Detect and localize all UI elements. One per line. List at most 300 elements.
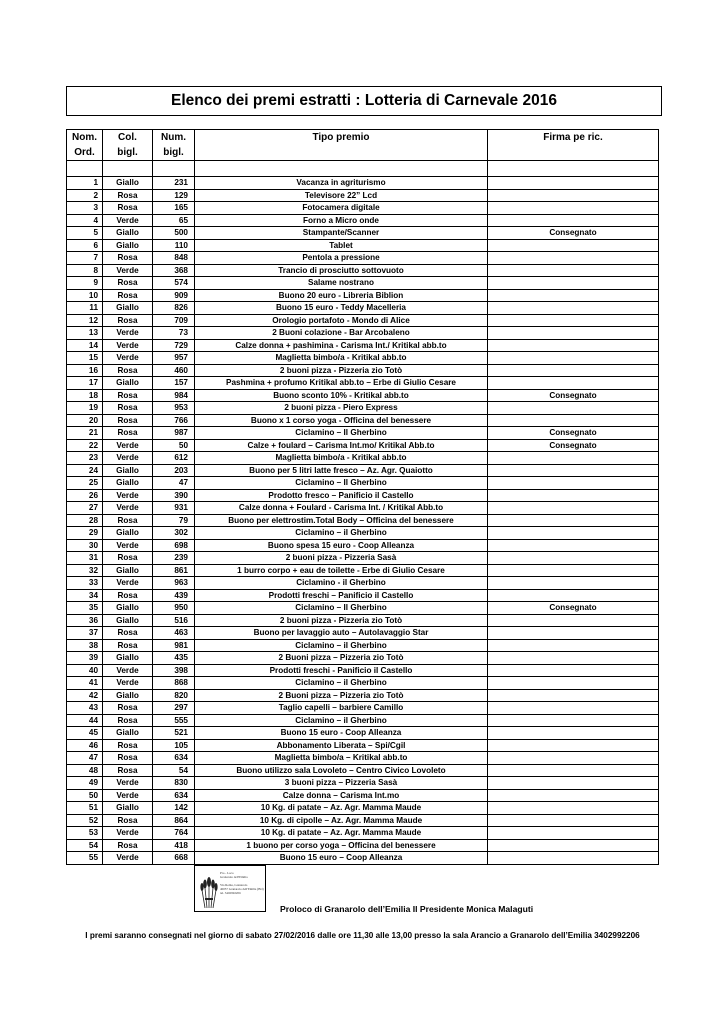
cell-num-bigl: 766	[153, 414, 195, 427]
cell-num-ord: 6	[67, 239, 103, 252]
cell-firma	[488, 252, 659, 265]
header-col-bigl-2: bigl.	[103, 145, 153, 161]
cell-tipo-premio: Salame nostrano	[195, 277, 488, 290]
stamp-line: Granarolo dell'Emilia	[220, 875, 248, 879]
cell-col-bigl: Rosa	[103, 839, 153, 852]
stamp-line: tel. 3402992206	[220, 891, 241, 895]
cell-firma	[488, 177, 659, 190]
cell-tipo-premio: Ciclamino – il Gherbino	[195, 677, 488, 690]
cell-col-bigl: Rosa	[103, 752, 153, 765]
cell-firma	[488, 377, 659, 390]
cell-firma	[488, 764, 659, 777]
cell-tipo-premio: Vacanza in agriturismo	[195, 177, 488, 190]
cell-num-ord: 47	[67, 752, 103, 765]
cell-firma	[488, 502, 659, 515]
cell-firma	[488, 189, 659, 202]
cell-num-ord: 8	[67, 264, 103, 277]
table-row	[67, 239, 659, 252]
table-row	[67, 777, 659, 790]
cell-num-bigl: 516	[153, 614, 195, 627]
cell-col-bigl: Rosa	[103, 277, 153, 290]
table-row	[67, 789, 659, 802]
cell-num-ord: 12	[67, 314, 103, 327]
header-tipo-premio: Tipo premio	[195, 130, 488, 146]
table-row	[67, 477, 659, 490]
cell-col-bigl: Verde	[103, 789, 153, 802]
table-row	[67, 177, 659, 190]
cell-tipo-premio: 2 Buoni pizza – Pizzeria zio Totò	[195, 652, 488, 665]
table-row	[67, 852, 659, 865]
cell-num-bigl: 984	[153, 389, 195, 402]
table-row	[67, 277, 659, 290]
cell-num-bigl: 368	[153, 264, 195, 277]
table-row	[67, 739, 659, 752]
table-row	[67, 489, 659, 502]
cell-num-bigl: 830	[153, 777, 195, 790]
stamp-line: Pro - Loco	[220, 871, 234, 875]
cell-firma	[488, 527, 659, 540]
cell-firma	[488, 664, 659, 677]
table-row	[67, 627, 659, 640]
cell-col-bigl: Rosa	[103, 402, 153, 415]
cell-num-bigl: 634	[153, 789, 195, 802]
table-row	[67, 252, 659, 265]
table-row	[67, 614, 659, 627]
cell-firma	[488, 402, 659, 415]
cell-num-ord: 41	[67, 677, 103, 690]
cell-num-ord: 22	[67, 439, 103, 452]
header-num-ord: Nom.	[67, 130, 103, 146]
cell-firma	[488, 327, 659, 340]
cell-col-bigl: Verde	[103, 677, 153, 690]
cell-num-bigl: 709	[153, 314, 195, 327]
cell-num-bigl: 963	[153, 577, 195, 590]
cell-col-bigl: Rosa	[103, 702, 153, 715]
title-box	[66, 86, 662, 116]
cell-tipo-premio: Ciclamino – il Gherbino	[195, 527, 488, 540]
cell-num-bigl: 500	[153, 227, 195, 240]
cell-num-bigl: 54	[153, 764, 195, 777]
cell-num-bigl: 65	[153, 214, 195, 227]
cell-firma: Consegnato	[488, 439, 659, 452]
cell-num-ord: 38	[67, 639, 103, 652]
stamp-line: Via Roma, Granarolo	[220, 883, 248, 887]
cell-col-bigl: Giallo	[103, 802, 153, 815]
cell-num-bigl: 157	[153, 377, 195, 390]
cell-num-bigl: 105	[153, 739, 195, 752]
cell-col-bigl: Giallo	[103, 727, 153, 740]
cell-num-bigl: 129	[153, 189, 195, 202]
cell-num-ord: 17	[67, 377, 103, 390]
cell-num-bigl: 950	[153, 602, 195, 615]
cell-tipo-premio: Fotocamera digitale	[195, 202, 488, 215]
header-blank	[488, 145, 659, 161]
cell-firma: Consegnato	[488, 227, 659, 240]
cell-firma	[488, 727, 659, 740]
cell-num-bigl: 231	[153, 177, 195, 190]
cell-firma	[488, 239, 659, 252]
cell-num-bigl: 110	[153, 239, 195, 252]
cell-col-bigl: Verde	[103, 452, 153, 465]
cell-col-bigl: Giallo	[103, 239, 153, 252]
cell-num-ord: 3	[67, 202, 103, 215]
cell-tipo-premio: 2 buoni pizza - Piero Express	[195, 402, 488, 415]
cell-col-bigl: Verde	[103, 827, 153, 840]
wheat-logo-icon	[199, 874, 219, 908]
cell-col-bigl: Rosa	[103, 814, 153, 827]
cell-firma	[488, 539, 659, 552]
table-row	[67, 327, 659, 340]
cell-num-bigl: 50	[153, 439, 195, 452]
table-row	[67, 552, 659, 565]
cell-num-bigl: 953	[153, 402, 195, 415]
table-row	[67, 339, 659, 352]
cell-num-ord: 33	[67, 577, 103, 590]
cell-col-bigl: Rosa	[103, 314, 153, 327]
cell-firma	[488, 339, 659, 352]
cell-tipo-premio: Buono 20 euro - Libreria Biblion	[195, 289, 488, 302]
cell-col-bigl: Verde	[103, 214, 153, 227]
cell-tipo-premio: 10 Kg. di patate – Az. Agr. Mamma Maude	[195, 827, 488, 840]
cell-tipo-premio: Buono per lavaggio auto – Autolavaggio Star	[195, 627, 488, 640]
cell-num-bigl: 521	[153, 727, 195, 740]
cell-num-bigl: 297	[153, 702, 195, 715]
table-row	[67, 452, 659, 465]
cell-col-bigl: Giallo	[103, 177, 153, 190]
cell-tipo-premio: Buono 15 euro - Coop Alleanza	[195, 727, 488, 740]
cell-num-ord: 28	[67, 514, 103, 527]
cell-num-bigl: 864	[153, 814, 195, 827]
table-row	[67, 814, 659, 827]
cell-num-bigl: 698	[153, 539, 195, 552]
cell-firma	[488, 789, 659, 802]
cell-tipo-premio: Prodotti freschi – Panificio il Castello	[195, 589, 488, 602]
table-row	[67, 802, 659, 815]
cell-num-ord: 11	[67, 302, 103, 315]
cell-col-bigl: Rosa	[103, 289, 153, 302]
table-row	[67, 527, 659, 540]
cell-firma	[488, 352, 659, 365]
cell-num-bigl: 729	[153, 339, 195, 352]
table-row	[67, 539, 659, 552]
cell-col-bigl: Giallo	[103, 477, 153, 490]
cell-tipo-premio: Ciclamino – Il Gherbino	[195, 427, 488, 440]
cell-tipo-premio: 10 Kg. di patate – Az. Agr. Mamma Maude	[195, 802, 488, 815]
stamp-text	[220, 871, 264, 895]
table-row	[67, 202, 659, 215]
cell-num-bigl: 861	[153, 564, 195, 577]
cell-tipo-premio: 10 Kg. di cipolle – Az. Agr. Mamma Maude	[195, 814, 488, 827]
cell-num-bigl: 987	[153, 427, 195, 440]
cell-tipo-premio: Calze donna – Carisma Int.mo	[195, 789, 488, 802]
cell-num-bigl: 203	[153, 464, 195, 477]
header-num-ord-2: Ord.	[67, 145, 103, 161]
cell-num-bigl: 826	[153, 302, 195, 315]
cell-firma	[488, 464, 659, 477]
cell-firma	[488, 752, 659, 765]
cell-tipo-premio: 2 buoni pizza - Pizzeria zio Totò	[195, 364, 488, 377]
cell-col-bigl: Giallo	[103, 689, 153, 702]
cell-firma	[488, 627, 659, 640]
table-row	[67, 714, 659, 727]
cell-firma: Consegnato	[488, 602, 659, 615]
cell-num-bigl: 555	[153, 714, 195, 727]
table-row	[67, 677, 659, 690]
table-row	[67, 639, 659, 652]
table-row	[67, 314, 659, 327]
cell-num-bigl: 79	[153, 514, 195, 527]
cell-firma	[488, 489, 659, 502]
table-row	[67, 602, 659, 615]
table-row	[67, 727, 659, 740]
cell-num-ord: 49	[67, 777, 103, 790]
cell-num-ord: 36	[67, 614, 103, 627]
prizes-table	[66, 129, 659, 865]
cell-firma	[488, 577, 659, 590]
table-row	[67, 752, 659, 765]
cell-num-ord: 9	[67, 277, 103, 290]
header-num-bigl: Num.	[153, 130, 195, 146]
cell-tipo-premio: Orologio portafoto - Mondo di Alice	[195, 314, 488, 327]
cell-col-bigl: Verde	[103, 327, 153, 340]
cell-firma	[488, 364, 659, 377]
spacer-row	[67, 161, 659, 177]
cell-num-bigl: 957	[153, 352, 195, 365]
cell-firma	[488, 852, 659, 865]
cell-num-ord: 16	[67, 364, 103, 377]
table-row	[67, 427, 659, 440]
table-row	[67, 289, 659, 302]
cell-num-bigl: 981	[153, 639, 195, 652]
cell-num-bigl: 764	[153, 827, 195, 840]
cell-tipo-premio: Buono 15 euro - Teddy Macelleria	[195, 302, 488, 315]
cell-col-bigl: Verde	[103, 439, 153, 452]
cell-col-bigl: Rosa	[103, 364, 153, 377]
cell-firma: Consegnato	[488, 389, 659, 402]
table-row	[67, 689, 659, 702]
cell-tipo-premio: Buono sconto 10% - Kritikal abb.to	[195, 389, 488, 402]
proloco-stamp	[194, 865, 266, 912]
cell-num-ord: 4	[67, 214, 103, 227]
cell-firma	[488, 777, 659, 790]
cell-col-bigl: Verde	[103, 502, 153, 515]
cell-firma	[488, 277, 659, 290]
cell-col-bigl: Rosa	[103, 739, 153, 752]
table-row	[67, 589, 659, 602]
cell-tipo-premio: Calze donna + pashimina - Carisma Int./ Kritikal abb.to	[195, 339, 488, 352]
cell-tipo-premio: Televisore 22” Lcd	[195, 189, 488, 202]
table-row	[67, 189, 659, 202]
cell-tipo-premio: Stampante/Scanner	[195, 227, 488, 240]
table-row	[67, 514, 659, 527]
cell-firma: Consegnato	[488, 427, 659, 440]
cell-tipo-premio: Buono utilizzo sala Lovoleto – Centro Civico Lovoleto	[195, 764, 488, 777]
table-row	[67, 414, 659, 427]
table-row	[67, 502, 659, 515]
cell-tipo-premio: Trancio di prosciutto sottovuoto	[195, 264, 488, 277]
cell-num-ord: 34	[67, 589, 103, 602]
cell-num-ord: 53	[67, 827, 103, 840]
cell-num-ord: 24	[67, 464, 103, 477]
cell-num-bigl: 390	[153, 489, 195, 502]
cell-num-ord: 27	[67, 502, 103, 515]
cell-tipo-premio: Prodotti freschi - Panificio il Castello	[195, 664, 488, 677]
cell-num-bigl: 668	[153, 852, 195, 865]
cell-col-bigl: Rosa	[103, 552, 153, 565]
cell-tipo-premio: Ciclamino – Il Gherbino	[195, 477, 488, 490]
cell-tipo-premio: 1 buono per corso yoga – Officina del benessere	[195, 839, 488, 852]
cell-num-bigl: 931	[153, 502, 195, 515]
cell-num-ord: 32	[67, 564, 103, 577]
cell-tipo-premio: Maglietta bimbo/a – Kritikal abb.to	[195, 752, 488, 765]
cell-col-bigl: Giallo	[103, 614, 153, 627]
table-row	[67, 402, 659, 415]
cell-tipo-premio: Calze + foulard – Carisma Int.mo/ Kritikal Abb.to	[195, 439, 488, 452]
cell-firma	[488, 739, 659, 752]
cell-firma	[488, 514, 659, 527]
cell-firma	[488, 714, 659, 727]
cell-num-bigl: 302	[153, 527, 195, 540]
cell-col-bigl: Rosa	[103, 189, 153, 202]
cell-col-bigl: Giallo	[103, 377, 153, 390]
cell-num-ord: 18	[67, 389, 103, 402]
cell-num-bigl: 239	[153, 552, 195, 565]
cell-firma	[488, 264, 659, 277]
cell-tipo-premio: Ciclamino – il Gherbino	[195, 639, 488, 652]
cell-col-bigl: Giallo	[103, 464, 153, 477]
cell-firma	[488, 827, 659, 840]
cell-tipo-premio: Forno a Micro onde	[195, 214, 488, 227]
cell-num-ord: 7	[67, 252, 103, 265]
table-row	[67, 302, 659, 315]
cell-tipo-premio: Ciclamino – Il Gherbino	[195, 602, 488, 615]
cell-num-bigl: 612	[153, 452, 195, 465]
cell-tipo-premio: 3 buoni pizza – Pizzeria Sasà	[195, 777, 488, 790]
cell-tipo-premio: Taglio capelli – barbiere Camillo	[195, 702, 488, 715]
cell-col-bigl: Giallo	[103, 564, 153, 577]
cell-col-bigl: Rosa	[103, 427, 153, 440]
cell-num-bigl: 73	[153, 327, 195, 340]
cell-firma	[488, 452, 659, 465]
cell-num-ord: 5	[67, 227, 103, 240]
table-row	[67, 364, 659, 377]
cell-tipo-premio: Maglietta bimbo/a - Kritikal abb.to	[195, 352, 488, 365]
table-row	[67, 439, 659, 452]
cell-col-bigl: Rosa	[103, 252, 153, 265]
cell-num-bigl: 634	[153, 752, 195, 765]
cell-num-ord: 50	[67, 789, 103, 802]
cell-num-bigl: 463	[153, 627, 195, 640]
cell-col-bigl: Rosa	[103, 627, 153, 640]
cell-col-bigl: Verde	[103, 539, 153, 552]
cell-tipo-premio: Buono x 1 corso yoga - Officina del benessere	[195, 414, 488, 427]
cell-tipo-premio: Buono 15 euro – Coop Alleanza	[195, 852, 488, 865]
cell-tipo-premio: Prodotto fresco – Panificio il Castello	[195, 489, 488, 502]
cell-col-bigl: Rosa	[103, 514, 153, 527]
cell-num-bigl: 820	[153, 689, 195, 702]
cell-firma	[488, 477, 659, 490]
cell-tipo-premio: Maglietta bimbo/a - Kritikal abb.to	[195, 452, 488, 465]
cell-col-bigl: Rosa	[103, 764, 153, 777]
cell-col-bigl: Giallo	[103, 602, 153, 615]
table-row	[67, 577, 659, 590]
cell-col-bigl: Rosa	[103, 639, 153, 652]
cell-firma	[488, 677, 659, 690]
cell-firma	[488, 302, 659, 315]
stamp-line: 40057 Granarolo dell'Emilia (BO)	[220, 887, 264, 891]
header-firma: Firma pe ric.	[488, 130, 659, 146]
cell-firma	[488, 314, 659, 327]
cell-tipo-premio: 2 Buoni colazione - Bar Arcobaleno	[195, 327, 488, 340]
cell-num-bigl: 909	[153, 289, 195, 302]
header-num-bigl-2: bigl.	[153, 145, 195, 161]
cell-firma	[488, 814, 659, 827]
table-row	[67, 389, 659, 402]
cell-num-ord: 45	[67, 727, 103, 740]
cell-col-bigl: Verde	[103, 777, 153, 790]
cell-col-bigl: Verde	[103, 264, 153, 277]
cell-firma	[488, 414, 659, 427]
cell-firma	[488, 214, 659, 227]
cell-col-bigl: Verde	[103, 352, 153, 365]
cell-firma	[488, 289, 659, 302]
page-title: Elenco dei premi estratti : Lotteria di Carnevale 2016	[171, 92, 557, 109]
cell-firma	[488, 802, 659, 815]
cell-num-ord: 25	[67, 477, 103, 490]
cell-tipo-premio: 1 burro corpo + eau de toilette - Erbe di Giulio Cesare	[195, 564, 488, 577]
cell-tipo-premio: Abbonamento Liberata – Spi/Cgil	[195, 739, 488, 752]
cell-tipo-premio: Ciclamino – il Gherbino	[195, 714, 488, 727]
cell-col-bigl: Verde	[103, 339, 153, 352]
cell-num-ord: 20	[67, 414, 103, 427]
table-row	[67, 352, 659, 365]
cell-num-ord: 54	[67, 839, 103, 852]
cell-num-ord: 39	[67, 652, 103, 665]
cell-col-bigl: Verde	[103, 852, 153, 865]
cell-num-ord: 21	[67, 427, 103, 440]
cell-tipo-premio: Buono spesa 15 euro - Coop Alleanza	[195, 539, 488, 552]
table-row	[67, 764, 659, 777]
cell-num-bigl: 460	[153, 364, 195, 377]
cell-num-ord: 51	[67, 802, 103, 815]
table-row	[67, 652, 659, 665]
cell-num-bigl: 868	[153, 677, 195, 690]
cell-tipo-premio: 2 buoni pizza - Pizzeria Sasà	[195, 552, 488, 565]
table-row	[67, 214, 659, 227]
cell-firma	[488, 202, 659, 215]
cell-num-ord: 13	[67, 327, 103, 340]
cell-num-bigl: 435	[153, 652, 195, 665]
cell-col-bigl: Giallo	[103, 652, 153, 665]
cell-tipo-premio: Buono per 5 litri latte fresco – Az. Agr. Quaiotto	[195, 464, 488, 477]
table-row	[67, 827, 659, 840]
prize-rows	[67, 177, 659, 865]
table-row	[67, 377, 659, 390]
cell-tipo-premio: Calze donna + Foulard - Carisma Int. / Kritikal Abb.to	[195, 502, 488, 515]
header-col-bigl: Col.	[103, 130, 153, 146]
cell-num-bigl: 439	[153, 589, 195, 602]
cell-num-ord: 1	[67, 177, 103, 190]
cell-num-bigl: 418	[153, 839, 195, 852]
cell-num-ord: 44	[67, 714, 103, 727]
cell-col-bigl: Rosa	[103, 414, 153, 427]
cell-num-ord: 43	[67, 702, 103, 715]
cell-firma	[488, 552, 659, 565]
cell-col-bigl: Rosa	[103, 714, 153, 727]
cell-num-ord: 40	[67, 664, 103, 677]
cell-num-bigl: 142	[153, 802, 195, 815]
cell-tipo-premio: 2 buoni pizza - Pizzeria zio Totò	[195, 614, 488, 627]
